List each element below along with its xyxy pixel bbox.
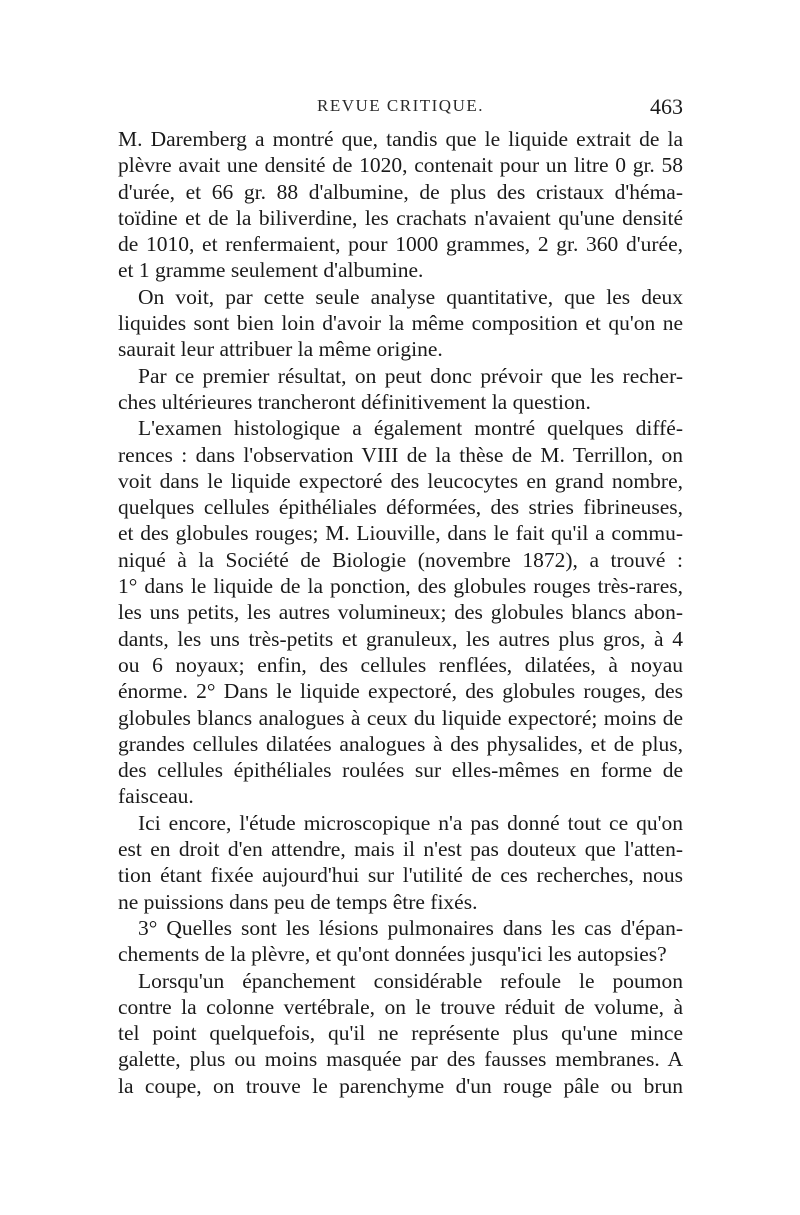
text-line: de 1010, et renfermaient, pour 1000 grammes, 2 gr. 360 d'urée,: [118, 232, 683, 257]
text-line: Ici encore, l'étude microscopique n'a pas donné tout ce qu'on: [138, 810, 683, 835]
text-line: dants, les uns très-petits et granuleux, les autres plus gros, à 4: [118, 626, 683, 651]
page-number: 463: [650, 94, 683, 119]
text-line: les uns petits, les autres volumineux; des globules blancs abon-: [118, 600, 683, 625]
text-line: voit dans le liquide expectoré des leucocytes en grand nombre,: [118, 468, 683, 493]
text-line: toïdine et de la biliverdine, les crachats n'avaient qu'une densité: [118, 205, 683, 230]
text-line: galette, plus ou moins masquée par des fausses membranes. A: [118, 1047, 683, 1072]
text-line: est en droit d'en attendre, mais il n'est pas douteux que l'atten-: [118, 837, 683, 862]
text-line: et 1 gramme seulement d'albumine.: [118, 258, 424, 283]
text-line: globules blancs analogues à ceux du liquide expectoré; moins de: [118, 705, 683, 730]
text-line: Lorsqu'un épanchement considérable refoule le poumon: [138, 968, 683, 993]
text-line: faisceau.: [118, 784, 194, 809]
text-line: Par ce premier résultat, on peut donc prévoir que les recher-: [138, 363, 683, 388]
text-line: d'urée, et 66 gr. 88 d'albumine, de plus des cristaux d'héma-: [118, 179, 683, 204]
text-line: liquides sont bien loin d'avoir la même composition et qu'on ne: [118, 311, 683, 336]
text-line: saurait leur attribuer la même origine.: [118, 337, 443, 362]
running-head: [118, 96, 683, 126]
body-text: [118, 126, 683, 1099]
text-line: niqué à la Société de Biologie (novembre 1872), a trouvé :: [118, 547, 683, 572]
running-title: REVUE CRITIQUE.: [317, 96, 484, 115]
text-line: plèvre avait une densité de 1020, contenait pour un litre 0 gr. 58: [118, 153, 683, 178]
text-line: ches ultérieures trancheront définitivement la question.: [118, 389, 591, 414]
text-line: des cellules épithéliales roulées sur elles-mêmes en forme de: [118, 758, 683, 783]
text-line: ne puissions dans peu de temps être fixés.: [118, 889, 478, 914]
text-line: tion étant fixée aujourd'hui sur l'utilité de ces recherches, nous: [118, 863, 683, 888]
text-line: chements de la plèvre, et qu'ont données jusqu'ici les autopsies?: [118, 942, 667, 967]
text-line: On voit, par cette seule analyse quantitative, que les deux: [138, 284, 683, 309]
text-line: la coupe, on trouve le parenchyme d'un rouge pâle ou brun: [118, 1073, 683, 1098]
text-line: L'examen histologique a également montré quelques diffé-: [138, 416, 683, 441]
text-line: et des globules rouges; M. Liouville, dans le fait qu'il a commu-: [118, 521, 683, 546]
text-line: 1° dans le liquide de la ponction, des globules rouges très-rares,: [118, 574, 683, 599]
text-line: M. Daremberg a montré que, tandis que le liquide extrait de la: [118, 127, 683, 151]
text-line: 3° Quelles sont les lésions pulmonaires dans les cas d'épan-: [138, 915, 683, 940]
text-line: énorme. 2° Dans le liquide expectoré, des globules rouges, des: [118, 679, 683, 704]
text-line: ou 6 noyaux; enfin, des cellules renflées, dilatées, à noyau: [118, 652, 683, 677]
text-line: tel point quelquefois, qu'il ne représente plus qu'une mince: [118, 1021, 683, 1046]
text-line: contre la colonne vertébrale, on le trouve réduit de volume, à: [118, 994, 683, 1019]
text-line: grandes cellules dilatées analogues à des physalides, et de plus,: [118, 731, 683, 756]
text-line: rences : dans l'observation VIII de la thèse de M. Terrillon, on: [118, 442, 683, 467]
text-line: quelques cellules épithéliales déformées, des stries fibrineuses,: [118, 495, 683, 520]
